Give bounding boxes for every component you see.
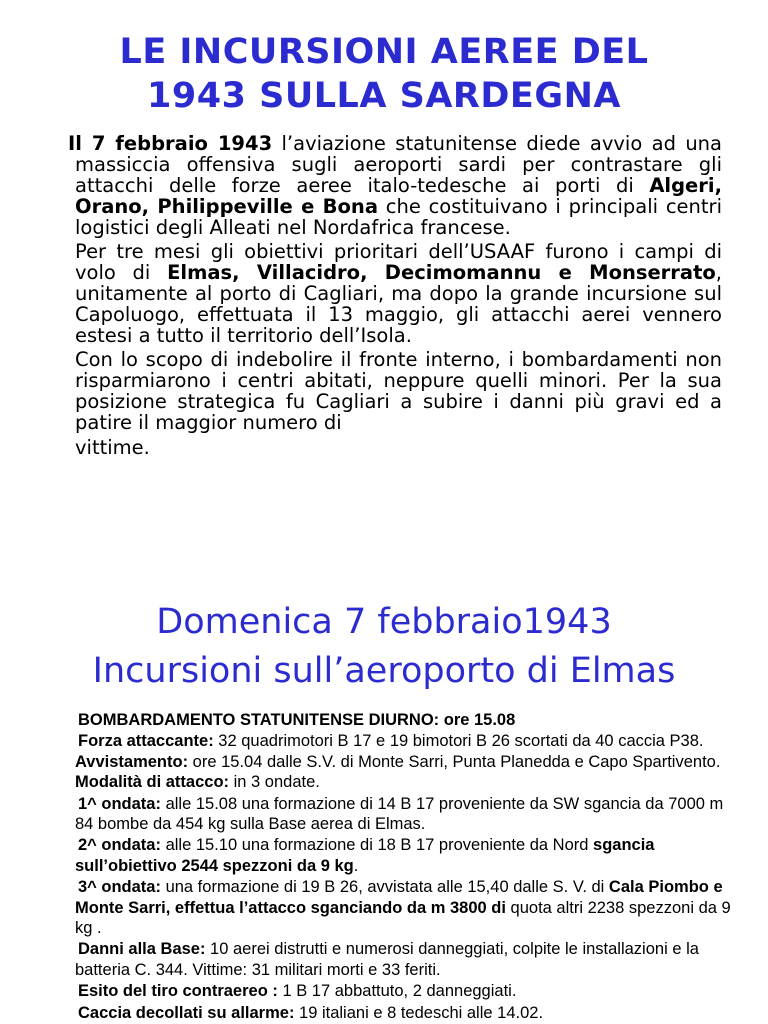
intro-airfields: Elmas, Villacidro, Decimomannu e Monserrato xyxy=(167,261,716,284)
title-line-1: LE INCURSIONI AEREE DEL xyxy=(119,32,649,72)
report-fighters: Caccia decollati su allarme: 19 italiani e 8 tedeschi alle 14.02. xyxy=(78,1003,544,1022)
report-damage: Danni alla Base: 10 aerei distrutti e numerosi danneggiati, colpite le installazioni e la batteria C. 344. Vittime: 31 militari morti e 33 feriti. xyxy=(75,940,699,979)
report-wave-3: 3^ ondata: una formazione di 19 B 26, avvistata alle 15,40 dalle S. V. di Cala Piombo e Monte Sarri, effettua l’attacco sganciando da m 3800 di quota altri 2238 spezzoni da 9 kg . xyxy=(75,878,731,938)
title-line-2: 1943 SULLA SARDEGNA xyxy=(147,76,621,116)
intro-ports: Algeri, Orano, Philippeville e Bona xyxy=(75,174,722,218)
subtitle-line-2: Incursioni sull’aeroporto di Elmas xyxy=(92,651,676,691)
intro-paragraph-3: Con lo scopo di indebolire il fronte interno, i bombardamenti non risparmiarono i centri abitati, neppure quelli minori. Per la sua posizione strategica fu Cagliari a subire i danni più gravi ed a patire il maggior numero di vittime. xyxy=(75,348,722,459)
intro-paragraph-1: Il 7 febbraio 1943 l’aviazione statunitense diede avvio ad una massiccia offensiva sugli aeroporti sardi per contrastare gli attacchi delle forze aeree italo-tedesche ai porti di Algeri, Orano, Philippeville e Bona che costituivano i principali centri logistici degli Alleati nel Nordafrica francese. xyxy=(68,132,722,239)
intro-text xyxy=(68,132,722,461)
raid-report xyxy=(75,710,735,1024)
intro-date: Il 7 febbraio 1943 xyxy=(68,132,273,155)
report-force: Forza attaccante: 32 quadrimotori B 17 e 19 bimotori B 26 scortati da 40 caccia P38. Avvistamento: ore 15.04 dalle S.V. di Monte Sarri, Punta Planedda e Capo Spartivento. Modalità di attacco: in 3 ondate. xyxy=(75,732,721,792)
report-wave-1: 1^ ondata: alle 15.08 una formazione di 14 B 17 proveniente da SW sgancia da 7000 m 84 bombe da 454 kg sulla Base aerea di Elmas. xyxy=(75,794,724,834)
report-wave-2: 2^ ondata: alle 15.10 una formazione di 18 B 17 proveniente da Nord sgancia sull’obiettivo 2544 spezzoni da 9 kg. xyxy=(75,836,655,875)
document-title xyxy=(0,30,768,118)
intro-paragraph-2: Per tre mesi gli obiettivi prioritari dell’USAAF furono i campi di volo di Elmas, Villacidro, Decimomannu e Monserrato, unitamente al porto di Cagliari, ma dopo la grande incursione sul Capoluogo, effettuata il 13 maggio, gli attacchi aerei vennero estesi a tutto il territorio dell’Isola. xyxy=(75,240,722,347)
report-antiaircraft: Esito del tiro contraereo : 1 B 17 abbattuto, 2 danneggiati. xyxy=(78,982,517,1001)
section-subtitle xyxy=(0,598,768,696)
report-heading: BOMBARDAMENTO STATUNITENSE DIURNO: ore 15.08 xyxy=(78,711,516,729)
subtitle-line-1: Domenica 7 febbraio1943 xyxy=(156,602,612,642)
